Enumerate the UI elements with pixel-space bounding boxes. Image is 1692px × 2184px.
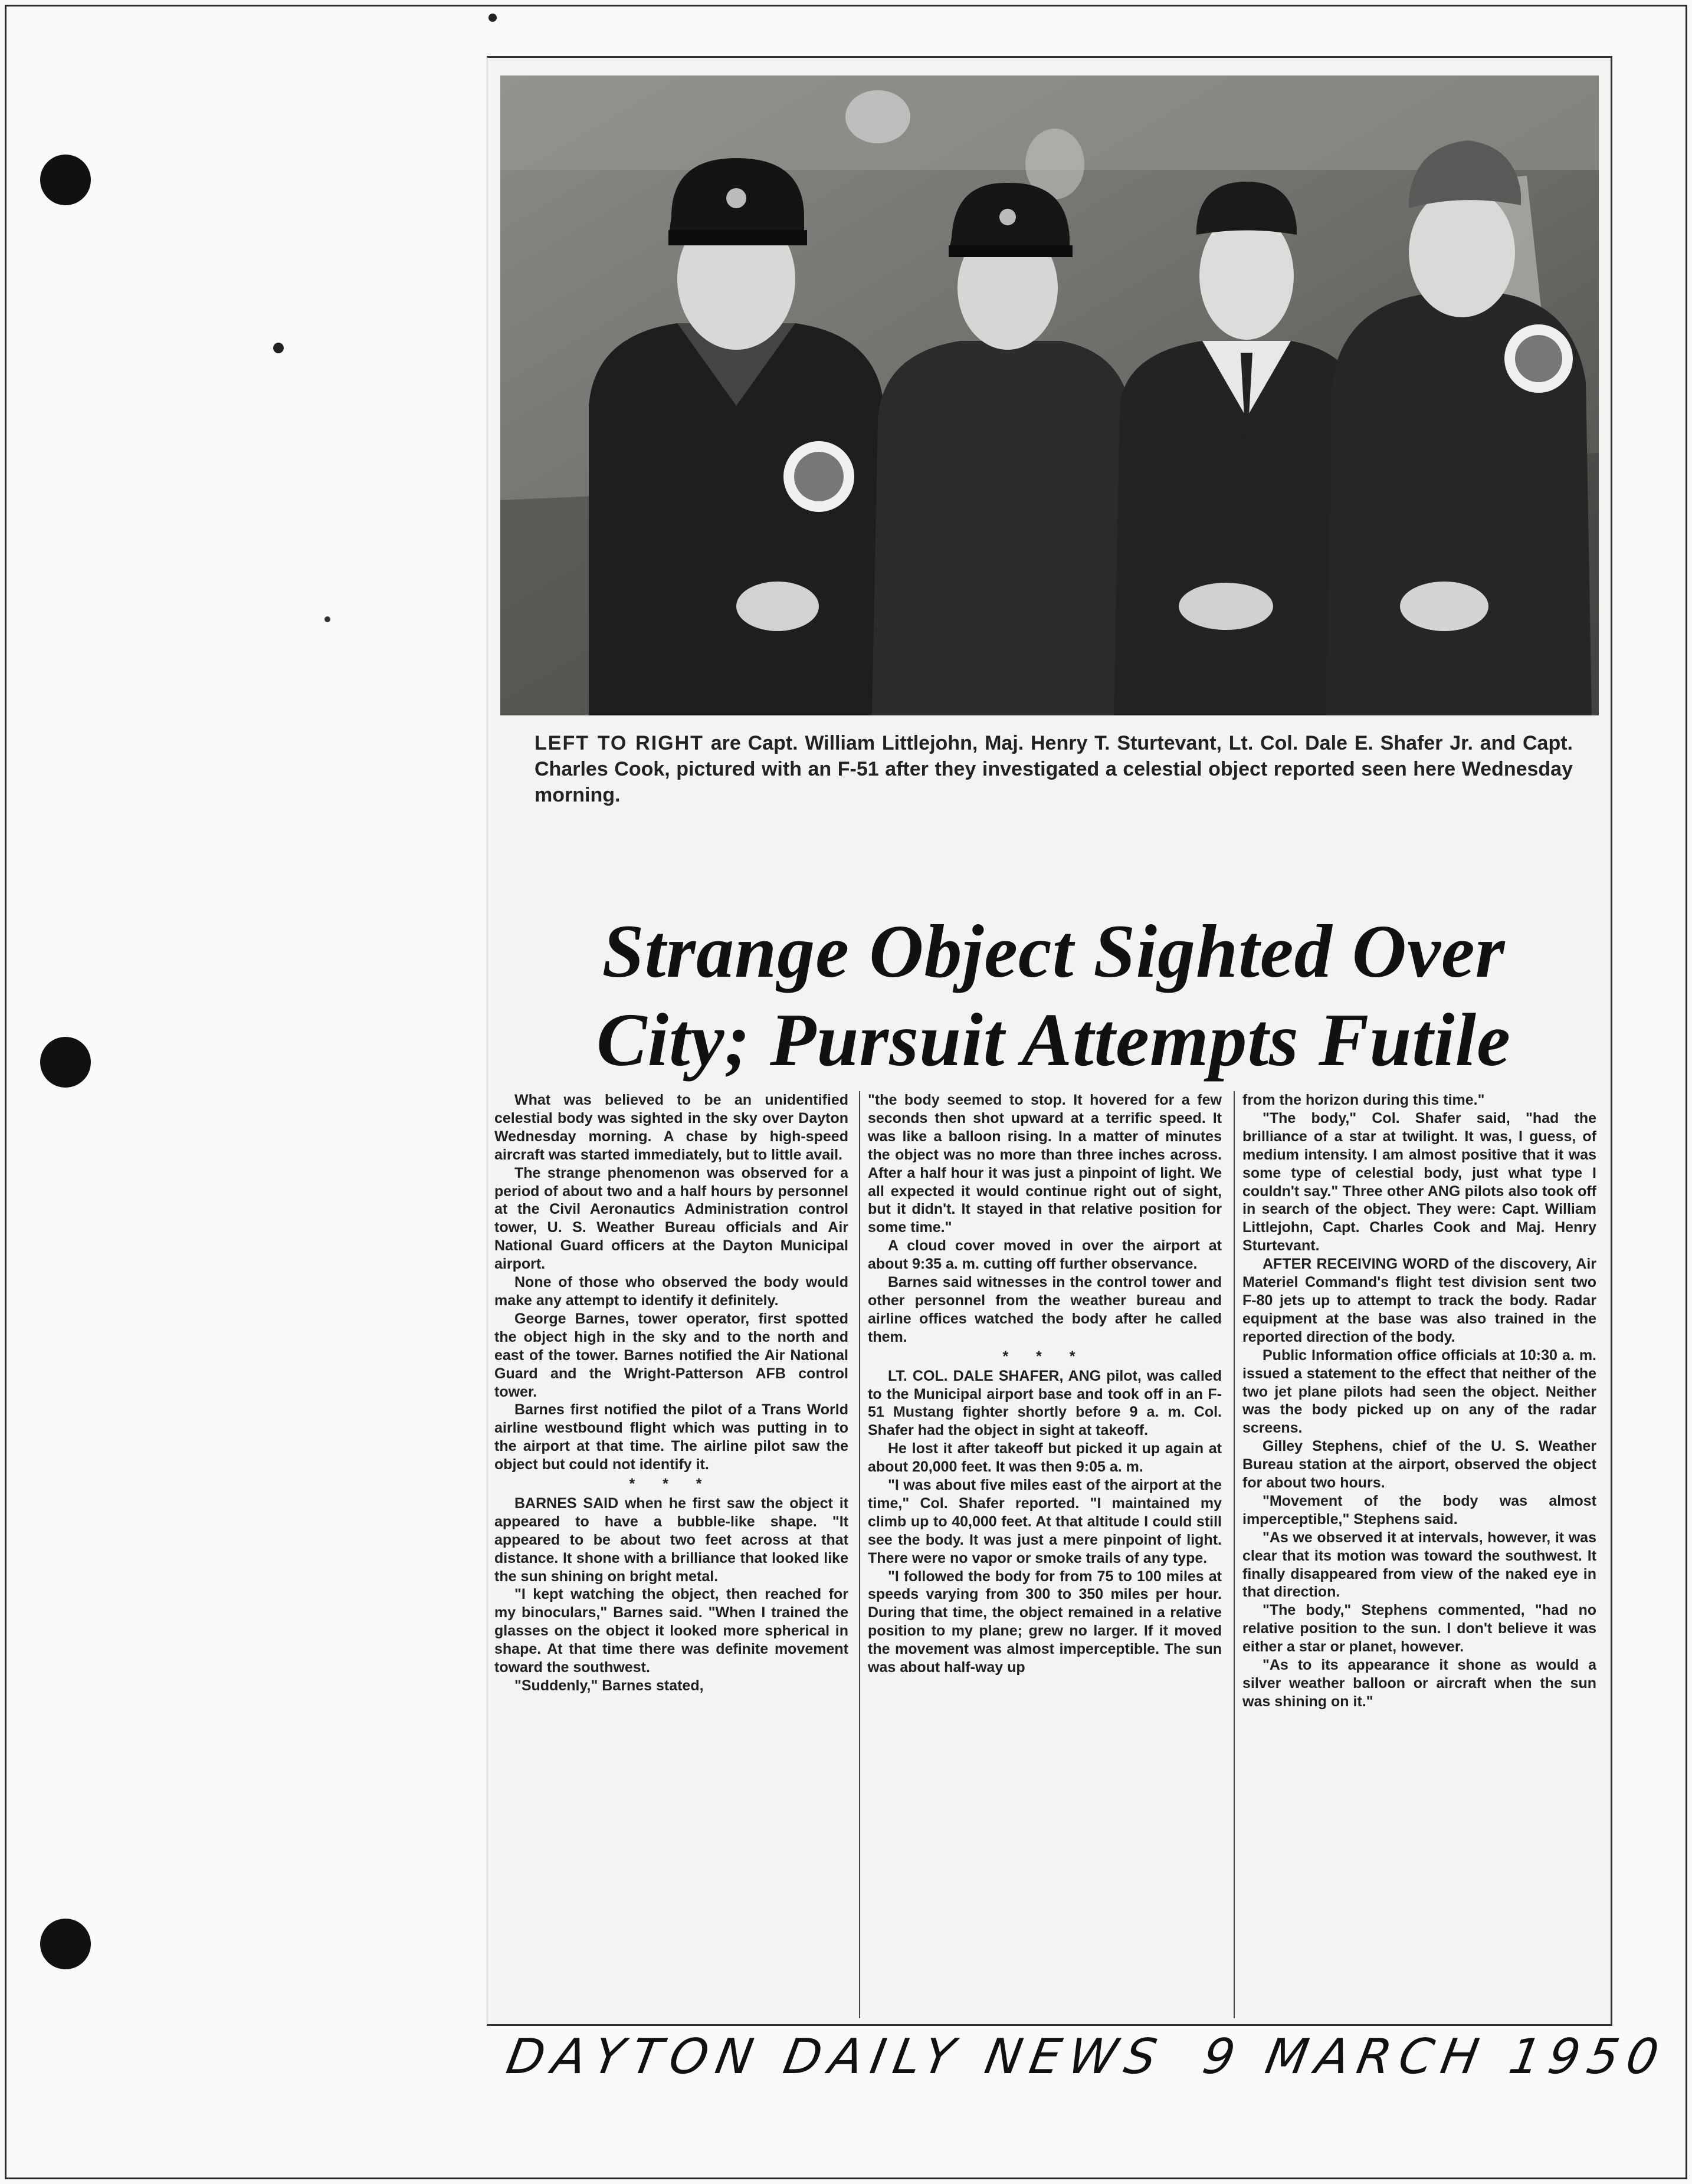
photo-caption — [535, 730, 1573, 808]
paragraph: George Barnes, tower operator, first spotted the object high in the sky and to the north and east of the tower. Barnes notified the Air National Guard and the Wright-Patterson AFB control tower. — [494, 1310, 848, 1400]
article-body — [487, 1091, 1612, 2023]
paragraph: "As to its appearance it shone as would a silver weather balloon or aircraft when the sun was shining on it." — [1242, 1657, 1596, 1710]
paragraph: LT. COL. DALE SHAFER, ANG pilot, was called to the Municipal airport base and took off in an F-51 Mustang fighter shortly before 9 a. m. Col. Shafer had the object in sight at takeoff. — [868, 1367, 1222, 1439]
headline — [499, 907, 1608, 1084]
paragraph: BARNES SAID when he first saw the object it appeared to have a bubble-like shape. "It appeared to be about two feet across at that distance. It shone with a brilliance that looked like the sun shining on bright metal. — [494, 1495, 848, 1585]
paragraph: None of those who observed the body would make any attempt to identify it definitely. — [494, 1274, 848, 1309]
paragraph: AFTER RECEIVING WORD of the discovery, Air Materiel Command's flight test division sent two F-80 jets up to attempt to track the body. Radar equipment at the base was also trained in the reported direction of the body. — [1242, 1256, 1596, 1345]
paragraph: "I kept watching the object, then reached for my binoculars," Barnes said. "When I trained the glasses on the object it looked more spherical in shape. At that time there was definite movement toward the southwest. — [494, 1586, 848, 1676]
newspaper-clipping — [487, 56, 1612, 2026]
paragraph: "The body," Col. Shafer said, "had the brilliance of a star at twilight. It was, I guess, of medium intensity. I am almost positive that it was some type of celestial body, just what type I couldn't say." Three other ANG pilots also took off in search of the object. They were: Capt. William Littlejohn, Capt. Charles Cook and Maj. Henry Sturtevant. — [1242, 1109, 1596, 1254]
paragraph: Barnes first notified the pilot of a Trans World airline westbound flight which was putting in to the airport at that time. The airline pilot saw the object but could not identify it. — [494, 1401, 848, 1473]
section-separator: * * * — [1002, 1348, 1087, 1365]
paragraph: A cloud cover moved in over the airport at about 9:35 a. m. cutting off further observance. — [868, 1237, 1222, 1273]
article-column-2 — [868, 1091, 1222, 2018]
paragraph: Barnes said witnesses in the control tower and other personnel from the weather bureau and airline offices watched the body after he called them. — [868, 1274, 1222, 1345]
paragraph: Gilley Stephens, chief of the U. S. Weather Bureau station at the airport, observed the object for about two hours. — [1242, 1438, 1596, 1492]
handwritten-date: 9 MARCH 1950 — [1198, 2029, 1671, 2085]
paragraph: "I was about five miles east of the airport at the time," Col. Shafer reported. "I maintained my climb up to 40,000 feet. At that altitude I could still see the body. It was just a mere pinpoint of light. There were no vapor or smoke trails of any type. — [868, 1477, 1222, 1566]
group-portrait-photo — [500, 75, 1599, 715]
paragraph: Public Information office officials at 10:30 a. m. issued a statement to the effect that neither of the two jet plane pilots had seen the object. Neither was the body picked up on any of the radar screens. — [1242, 1346, 1596, 1437]
paragraph: What was believed to be an unidentified celestial body was sighted in the sky over Dayton Wednesday morning. A chase by high-speed aircraft was started immediately, but to little avail. — [494, 1092, 848, 1163]
handwritten-paper-name: DAYTON DAILY NEWS — [502, 2029, 1169, 2085]
article-column-3 — [1242, 1091, 1596, 2018]
article-column-1 — [494, 1091, 848, 2018]
paragraph: "The body," Stephens commented, "had no relative position to the sun. I don't believe it was either a star or planet, however. — [1242, 1602, 1596, 1656]
column-rule — [859, 1091, 860, 2018]
paragraph: He lost it after takeoff but picked it up again at about 20,000 feet. It was then 9:05 a. m. — [868, 1440, 1222, 1476]
paragraph: "I followed the body for from 75 to 100 miles at speeds varying from 300 to 350 miles per hour. During that time, the object remained in a relative position to my plane; grew no larger. If it moved the movement was almost imperceptible. The sun was about half-way up — [868, 1568, 1222, 1676]
paragraph: The strange phenomenon was observed for a period of about two and a half hours by personnel at the Civil Aeronautics Administration control tower, U. S. Weather Bureau officials and Air National Guard officers at the Dayton Municipal airport. — [494, 1164, 848, 1273]
paragraph: from the horizon during this time." — [1242, 1092, 1485, 1108]
caption-lead: LEFT TO RIGHT — [535, 732, 704, 754]
headline-line-1: Strange Object Sighted Over — [602, 909, 1506, 993]
paragraph: "As we observed it at intervals, however, it was clear that its motion was toward the southwest. It finally disappeared from view of the naked eye in that direction. — [1242, 1529, 1596, 1601]
paragraph: "Movement of the body was almost imperceptible," Stephens said. — [1242, 1492, 1596, 1528]
column-rule — [1234, 1091, 1235, 2018]
headline-line-2: City; Pursuit Attempts Futile — [596, 998, 1511, 1082]
section-separator: * * * — [629, 1476, 714, 1493]
caption-text: are Capt. William Littlejohn, Maj. Henry T. Sturtevant, Lt. Col. Dale E. Shafer Jr. and Capt. Charles Cook, pictured with an F-51 after they investigated a celestial object reported seen here Wednesday morning. — [535, 732, 1573, 806]
paragraph: "the body seemed to stop. It hovered for a few seconds then shot upward at a terrific speed. It was like a balloon rising. In a matter of minutes the object was no more than three inches across. After a half hour it was just a pinpoint of light. We all expected it would continue right out of sight, but it didn't. It stayed in that relative position for some time." — [868, 1092, 1222, 1236]
paragraph: "Suddenly," Barnes stated, — [514, 1677, 704, 1694]
